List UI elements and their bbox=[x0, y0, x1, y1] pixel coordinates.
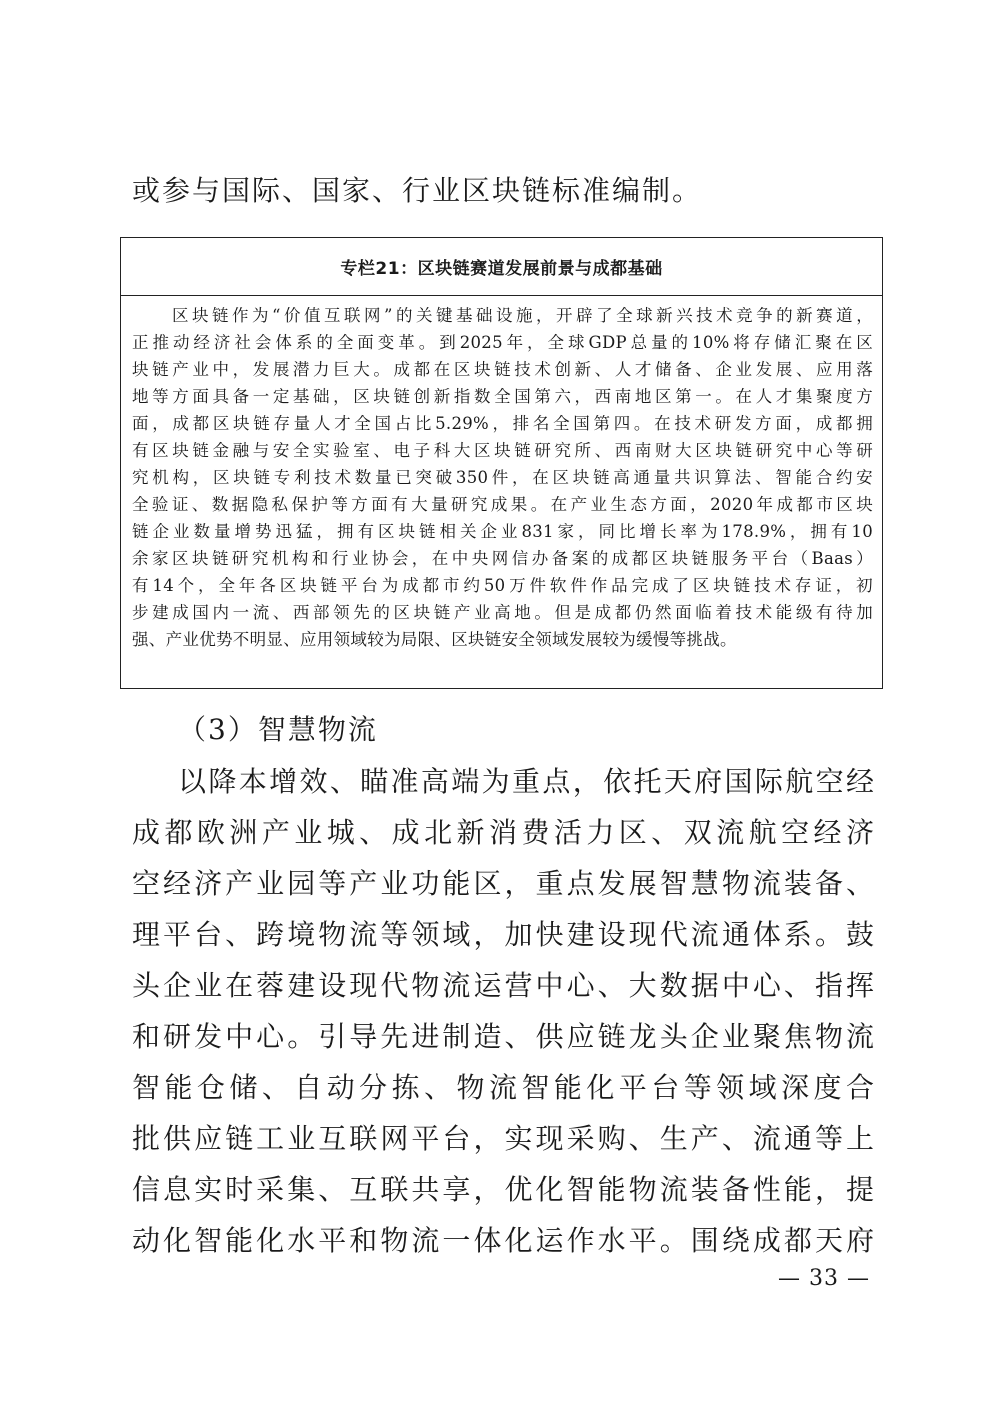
box-line: 有14个，全年各区块链平台为成都市约50万件软件作品完成了区块链技术存证，初 bbox=[132, 576, 873, 595]
box-line: 步建成国内一流、西部领先的区块链产业高地。但是成都仍然面临着技术能级有待加 bbox=[132, 603, 873, 622]
paragraph-line: 动化智能化水平和物流一体化运作水平。围绕成都天府 bbox=[132, 1224, 876, 1257]
box-title-row bbox=[121, 238, 882, 296]
box-line: 地等方面具备一定基础，区块链创新指数全国第六，西南地区第一。在人才集聚度方 bbox=[132, 387, 873, 406]
intro-line: 或参与国际、国家、行业区块链标准编制。 bbox=[132, 174, 703, 207]
box-line: 全验证、数据隐私保护等方面有大量研究成果。在产业生态方面，2020年成都市区块 bbox=[132, 495, 873, 514]
paragraph-line: 智能仓储、自动分拣、物流智能化平台等领域深度合 bbox=[132, 1071, 876, 1104]
page-number: — 33 — bbox=[778, 1266, 870, 1291]
paragraph-line: 理平台、跨境物流等领域，加快建设现代流通体系。鼓 bbox=[132, 918, 876, 951]
paragraph-line: 和研发中心。引导先进制造、供应链龙头企业聚焦物流 bbox=[132, 1020, 876, 1053]
box-line: 余家区块链研究机构和行业协会，在中央网信办备案的成都区块链服务平台（Baas） bbox=[132, 549, 873, 568]
box-line: 区块链作为“价值互联网”的关键基础设施，开辟了全球新兴技术竞争的新赛道， bbox=[132, 306, 873, 325]
section-heading: （3）智慧物流 bbox=[178, 713, 378, 746]
paragraph-line: 批供应链工业互联网平台，实现采购、生产、流通等上 bbox=[132, 1122, 876, 1155]
paragraph-line: 头企业在蓉建设现代物流运营中心、大数据中心、指挥 bbox=[132, 969, 876, 1002]
box-line: 强、产业优势不明显、应用领域较为局限、区块链安全领域发展较为缓慢等挑战。 bbox=[132, 630, 737, 649]
paragraph-line: 信息实时采集、互联共享，优化智能物流装备性能，提 bbox=[132, 1173, 876, 1206]
sidebar-box bbox=[120, 237, 883, 689]
box-line: 面，成都区块链存量人才全国占比5.29%，排名全国第四。在技术研发方面，成都拥 bbox=[132, 414, 873, 433]
box-line: 链企业数量增势迅猛，拥有区块链相关企业831家，同比增长率为178.9%，拥有10 bbox=[132, 522, 873, 541]
box-line: 块链产业中，发展潜力巨大。成都在区块链技术创新、人才储备、企业发展、应用落 bbox=[132, 360, 873, 379]
paragraph-line: 空经济产业园等产业功能区，重点发展智慧物流装备、 bbox=[132, 867, 876, 900]
box-line: 正推动经济社会体系的全面变革。到2025年，全球GDP总量的10%将存储汇聚在区 bbox=[132, 333, 873, 352]
box-title: 专栏21：区块链赛道发展前景与成都基础 bbox=[340, 259, 663, 279]
box-line: 有区块链金融与安全实验室、电子科大区块链研究所、西南财大区块链研究中心等研 bbox=[132, 441, 873, 460]
paragraph-line: 以降本增效、瞄准高端为重点，依托天府国际航空经 bbox=[178, 765, 876, 798]
box-line: 究机构，区块链专利技术数量已突破350件，在区块链高通量共识算法、智能合约安 bbox=[132, 468, 873, 487]
paragraph-line: 成都欧洲产业城、成北新消费活力区、双流航空经济 bbox=[132, 816, 876, 849]
